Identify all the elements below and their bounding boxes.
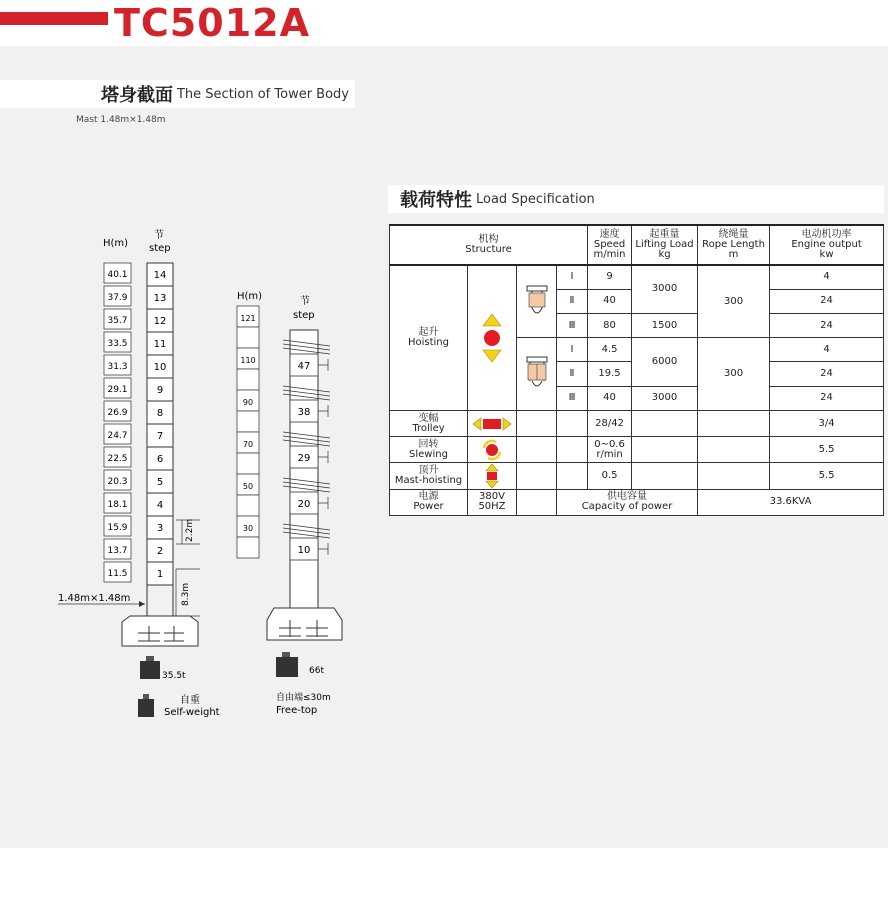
speed-cell: 28/42	[588, 410, 632, 436]
header-rope: 绕绳量 Rope Length m	[698, 225, 770, 265]
height-label: 26.9	[107, 408, 128, 418]
speed-cell: 19.5	[588, 362, 632, 386]
height-label: 15.9	[107, 523, 128, 533]
table-row	[390, 437, 884, 463]
self-weight-icon	[138, 694, 154, 717]
load-cell: 3000	[632, 386, 698, 410]
weight-icon	[276, 652, 298, 677]
step-label: 9	[156, 385, 164, 396]
tower1-weight: 35.5t	[162, 671, 186, 681]
load-title-en: Load Specification	[476, 191, 595, 207]
step-label: 3	[156, 523, 164, 534]
step-label: 2	[156, 546, 164, 557]
height-label: 110	[240, 356, 256, 365]
free-top-cn: 自由端≤30m	[276, 693, 331, 703]
mast-label: 顶升 Mast-hoisting	[390, 463, 468, 489]
weight-icon	[140, 656, 160, 679]
self-weight-cn: 自重	[180, 695, 200, 706]
table-row	[390, 265, 884, 289]
speed-cell: 0.5	[588, 463, 632, 489]
speed-cell: 0~0.6 r/min	[588, 437, 632, 463]
power-cell: 4	[770, 265, 884, 289]
power-cell: 24	[770, 289, 884, 313]
hoisting-arrows-icon	[481, 312, 503, 364]
dim-base-label: 8.3m	[181, 582, 191, 606]
step-label: 29	[297, 453, 311, 464]
height-label: 24.7	[107, 431, 128, 441]
power-cell: 24	[770, 313, 884, 337]
power-cell: 24	[770, 362, 884, 386]
step-label: 20	[297, 499, 311, 510]
header-structure: 机构 Structure	[390, 225, 588, 265]
mast-icon-cell	[468, 463, 517, 489]
header-lifting: 起重量 Lifting Load kg	[632, 225, 698, 265]
load-cell: 6000	[632, 338, 698, 386]
height-label: 13.7	[107, 546, 128, 556]
load-cell: 1500	[632, 313, 698, 337]
speed-cell: 40	[588, 386, 632, 410]
slewing-icon-cell	[468, 437, 517, 463]
tower2-step-cn: 节	[300, 296, 310, 307]
height-label: 20.3	[107, 477, 128, 487]
slewing-rotate-icon	[481, 439, 503, 461]
tower2-step-en: step	[293, 310, 315, 321]
free-top-en: Free-top	[276, 705, 318, 716]
tower1-step-en: step	[149, 243, 171, 254]
table-row	[390, 410, 884, 436]
step-label: 6	[156, 454, 164, 465]
mast-size-label: 1.48m×1.48m	[58, 593, 131, 604]
gear-cell: Ⅲ	[557, 386, 588, 410]
capacity-label: 供电容量 Capacity of power	[557, 489, 698, 515]
height-label: 22.5	[107, 454, 128, 464]
height-label: 29.1	[107, 385, 128, 395]
load-title-cn: 载荷特性	[400, 190, 472, 211]
step-label: 4	[156, 500, 164, 511]
tower2-h-label: H(m)	[237, 291, 263, 302]
slewing-label: 回转 Slewing	[390, 437, 468, 463]
speed-cell: 40	[588, 289, 632, 313]
power-cell: 5.5	[770, 437, 884, 463]
mast-hoisting-icon	[485, 464, 499, 488]
gear-cell: Ⅰ	[557, 338, 588, 362]
capacity-value: 33.6KVA	[698, 489, 884, 515]
height-label: 40.1	[107, 270, 128, 280]
gear-cell: Ⅰ	[557, 265, 588, 289]
voltage-cell: 380V 50HZ	[468, 489, 517, 515]
step-label: 11	[153, 339, 167, 350]
speed-cell: 4.5	[588, 338, 632, 362]
tower2-weight: 66t	[309, 666, 324, 676]
height-label: 70	[242, 440, 254, 449]
load-title	[388, 185, 884, 213]
table-row	[390, 463, 884, 489]
trolley-arrows-icon	[472, 417, 512, 431]
hook-block-icon	[524, 355, 550, 393]
gear-cell: Ⅲ	[557, 313, 588, 337]
height-label: 31.3	[107, 362, 128, 372]
height-label: 35.7	[107, 316, 128, 326]
header-engine: 电动机功率 Engine output kw	[770, 225, 884, 265]
gear-cell: Ⅱ	[557, 289, 588, 313]
step-label: 5	[156, 477, 164, 488]
power-cell: 5.5	[770, 463, 884, 489]
model-title: TC5012A	[114, 1, 310, 45]
hook-block-icon	[524, 284, 550, 320]
speed-cell: 9	[588, 265, 632, 289]
step-label: 12	[153, 316, 167, 327]
gear-cell: Ⅱ	[557, 362, 588, 386]
tower-1	[58, 228, 220, 718]
dim-section-label: 2.2m	[185, 518, 195, 542]
trolley-icon-cell	[468, 410, 517, 436]
header-speed: 速度 Speed m/min	[588, 225, 632, 265]
power-label: 电源 Power	[390, 489, 468, 515]
self-weight-en: Self-weight	[164, 707, 220, 718]
height-label: 90	[242, 398, 254, 407]
hoisting-label: 起升 Hoisting	[390, 265, 468, 410]
trolley-label: 变幅 Trolley	[390, 410, 468, 436]
table-row	[390, 489, 884, 515]
height-label: 37.9	[107, 293, 128, 303]
step-label: 1	[156, 569, 164, 580]
hoisting-icon-cell	[468, 265, 517, 410]
mast-note: Mast 1.48m×1.48m	[76, 115, 166, 125]
hook-b-cell	[517, 338, 557, 411]
power-cell: 3/4	[770, 410, 884, 436]
section-title-cn: 塔身截面	[100, 85, 173, 106]
table-header-row	[390, 225, 884, 265]
power-cell: 4	[770, 338, 884, 362]
tower1-h-label: H(m)	[103, 238, 129, 249]
step-label: 8	[156, 408, 164, 419]
height-label: 33.5	[107, 339, 128, 349]
step-label: 47	[297, 361, 311, 372]
height-label: 30	[242, 524, 254, 533]
load-table	[389, 224, 884, 516]
height-label: 121	[240, 314, 256, 323]
step-label: 10	[153, 362, 167, 373]
tower1-step-cn: 节	[154, 230, 164, 241]
height-label: 18.1	[107, 500, 128, 510]
load-cell: 3000	[632, 265, 698, 313]
height-label: 11.5	[107, 569, 128, 579]
step-label: 10	[297, 545, 311, 556]
tower-diagrams	[0, 0, 380, 740]
section-title-en: The Section of Tower Body	[176, 86, 349, 102]
hook-a-cell	[517, 265, 557, 338]
power-cell: 24	[770, 386, 884, 410]
speed-cell: 80	[588, 313, 632, 337]
tower-2	[237, 291, 342, 716]
step-label: 14	[153, 270, 167, 281]
height-label: 50	[242, 482, 254, 491]
rope-cell: 300	[698, 265, 770, 338]
rope-cell: 300	[698, 338, 770, 411]
step-label: 13	[153, 293, 167, 304]
step-label: 38	[297, 407, 311, 418]
step-label: 7	[156, 431, 164, 442]
